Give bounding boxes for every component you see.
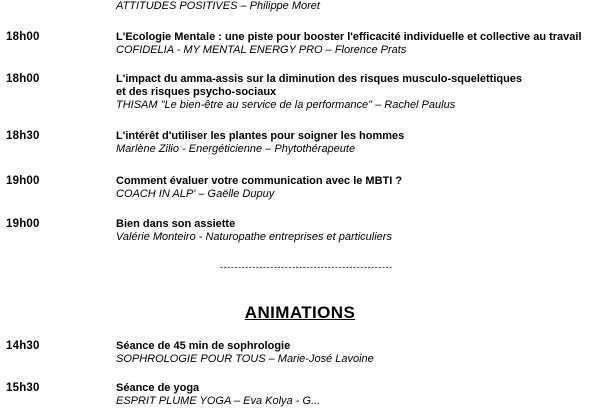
- talk-title-continued: et des risques psycho-sociaux: [116, 86, 277, 98]
- talk-speaker: Marlène Zilio - Energéticienne – Phytothérapeute: [116, 143, 356, 155]
- talk-title: L'impact du amma-assis sur la diminution des risques musculo-squelettiques: [116, 73, 523, 85]
- top-fragment-speaker: ATTITUDES POSITIVES – Philippe Moret: [116, 0, 320, 12]
- talk-time: 18h30: [6, 130, 40, 142]
- talk-time: 18h00: [6, 73, 40, 85]
- talk-time: 19h00: [6, 175, 40, 187]
- talk-title: L'Ecologie Mentale : une piste pour booster l'efficacité individuelle et collective au travail: [116, 31, 582, 43]
- animation-time: 15h30: [6, 382, 40, 394]
- section-divider: ------------------------------------------------: [220, 262, 393, 272]
- talk-time: 19h00: [6, 218, 40, 230]
- talk-speaker: Valérie Monteiro - Naturopathe entreprises et particuliers: [116, 231, 392, 243]
- section-heading-animations: ANIMATIONS: [244, 303, 356, 322]
- animation-speaker: ESPRIT PLUME YOGA – Eva Kolya - G...: [116, 395, 321, 407]
- talk-speaker: COFIDELIA - MY MENTAL ENERGY PRO – Florence Prats: [116, 44, 407, 56]
- talk-title: L'intérêt d'utiliser les plantes pour soigner les hommes: [116, 130, 405, 142]
- talk-title: Comment évaluer votre communication avec le MBTI ?: [116, 175, 403, 187]
- talk-speaker: COACH IN ALP' – Gaëlle Dupuy: [116, 188, 275, 200]
- animation-title: Séance de 45 min de sophrologie: [116, 340, 291, 352]
- talk-time: 18h00: [6, 31, 40, 43]
- talk-title: Bien dans son assiette: [116, 218, 236, 230]
- talk-speaker: THISAM "Le bien-être au service de la performance" – Rachel Paulus: [116, 99, 456, 111]
- animation-title: Séance de yoga: [116, 382, 200, 394]
- animation-time: 14h30: [6, 340, 40, 352]
- animation-speaker: SOPHROLOGIE POUR TOUS – Marie-José Lavoine: [116, 353, 374, 365]
